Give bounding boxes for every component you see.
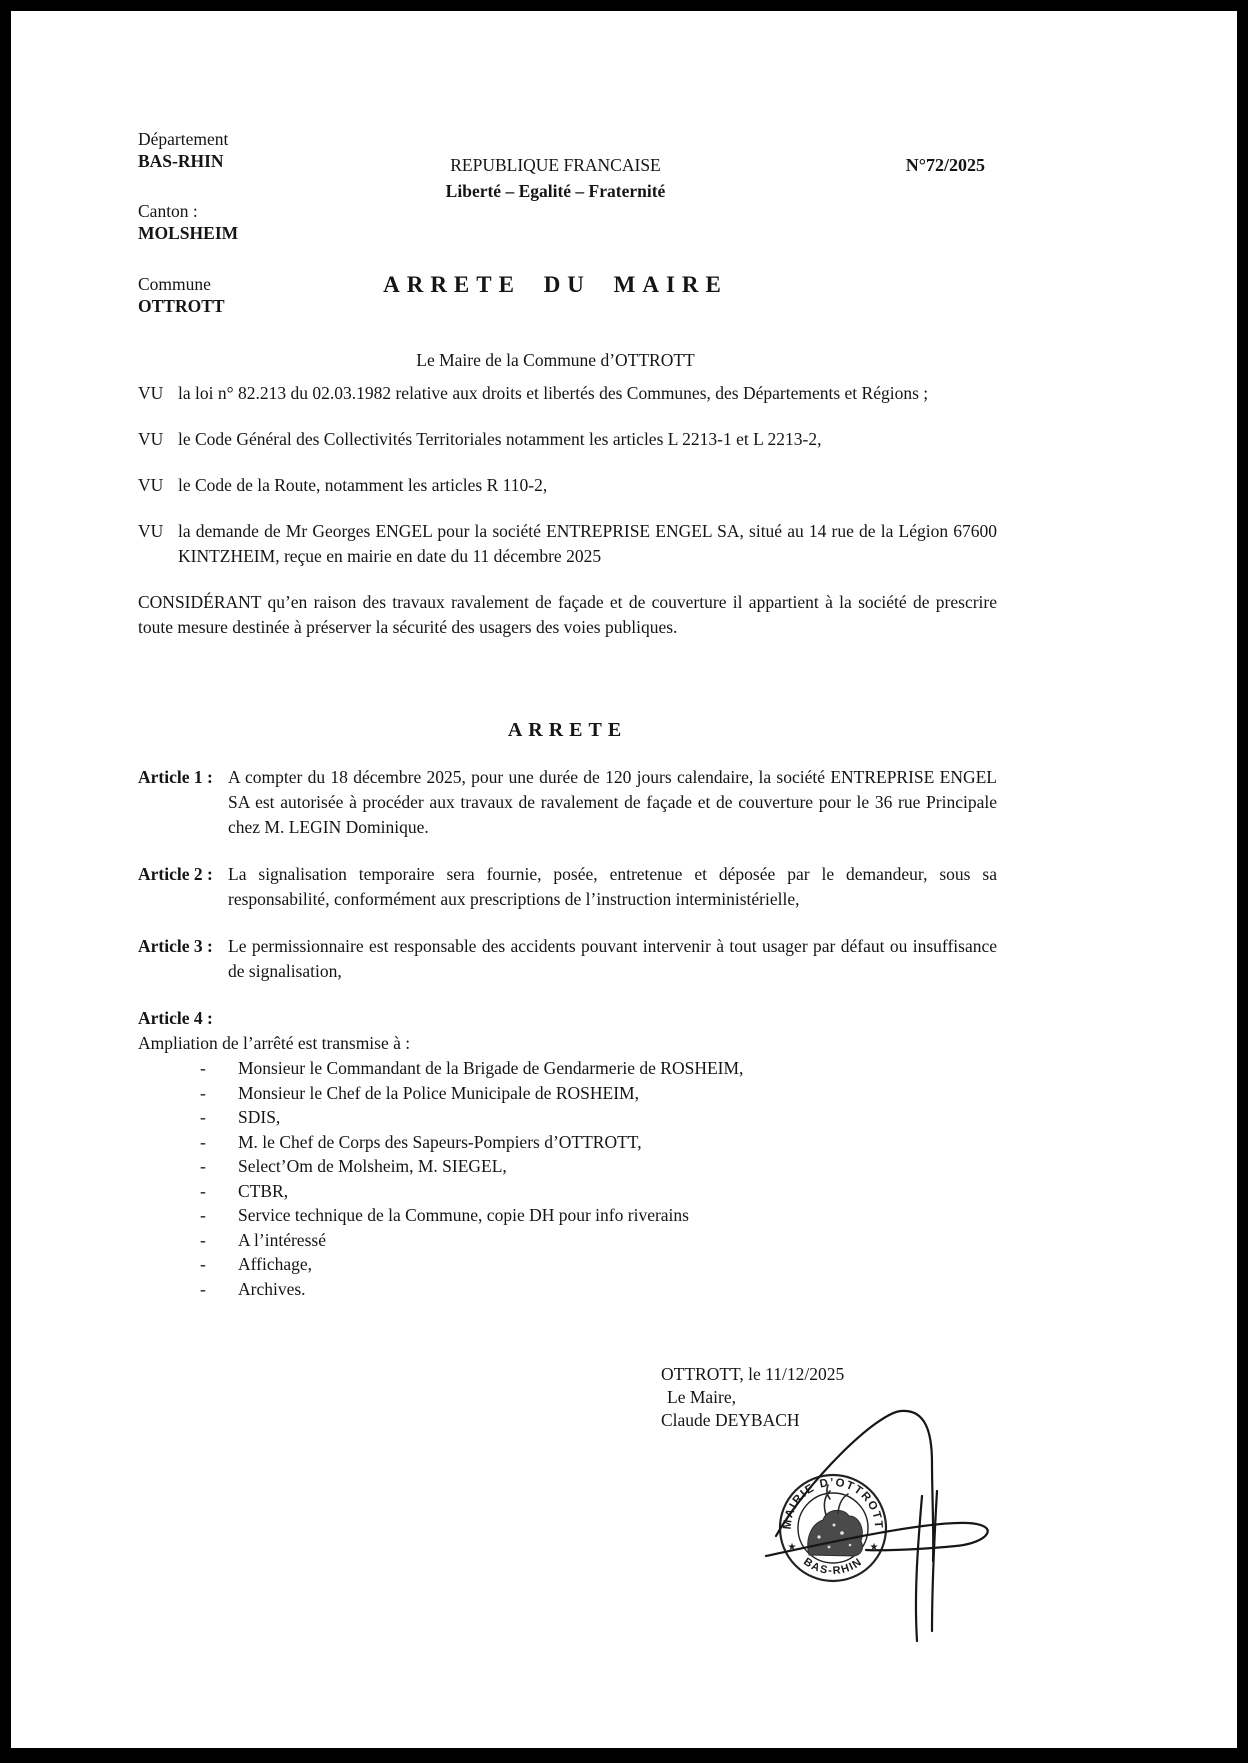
dash-bullet: - [200,1131,206,1152]
commune-value: OTTROTT [138,296,225,316]
article-1 [138,765,997,840]
vu-text: le Code de la Route, notamment les articles R 110-2, [178,475,548,495]
list-item [200,1130,997,1155]
stamp-bottom-text: BAS-RHIN [801,1555,865,1578]
svg-text:BAS-RHIN [801,1556,865,1577]
list-item [200,1154,997,1179]
dash-bullet: - [200,1058,206,1078]
dash-bullet: - [200,1082,206,1103]
page-subtitle: Le Maire de la Commune d’OTTROTT [416,350,695,370]
document-number: N°72/2025 [905,155,985,175]
list-item [200,1203,997,1228]
list-item [200,1277,997,1302]
list-item [200,1179,997,1204]
vu-text: le Code Général des Collectivités Territoriales notamment les articles L 2213-1 et L 2213-2, [178,429,822,449]
recipient-text: Monsieur le Commandant de la Brigade de Gendarmerie de ROSHEIM, [238,1058,744,1078]
stamp-and-signature [646,1403,1076,1703]
article-label: Article 2 : [138,864,213,884]
document-content [11,11,1237,1301]
signer-name: Claude DEYBACH [661,1410,800,1430]
dash-bullet: - [200,1229,206,1250]
stamp-crest-icon [808,1485,863,1556]
vu-paragraph [138,427,997,452]
recipients-list [200,1056,997,1301]
recipient-text: M. le Chef de Corps des Sapeurs-Pompiers d’OTTROTT, [238,1131,642,1152]
recipient-text: Monsieur le Chef de la Police Municipale de ROSHEIM, [238,1082,639,1103]
svg-text:MAIRIE D’OTTROTT [782,1477,884,1530]
recipient-text: CTBR, [238,1180,289,1201]
recipient-text: Affichage, [238,1254,313,1274]
article-label: Article 3 : [138,936,213,956]
vu-prefix: VU [138,475,164,495]
recipient-text: Service technique de la Commune, copie DH pour info riverains [238,1205,689,1225]
list-item [200,1252,997,1277]
signature-block [661,1363,1091,1578]
article-3 [138,934,997,984]
page-title: ARRETE DU MAIRE [383,272,728,297]
article-text: A compter du 18 décembre 2025, pour une durée de 120 jours calendaire, la société ENTREPRISE ENGEL SA est autorisée à procéder aux travaux de ravalement de façade et de couverture pour le 36 rue Principale chez M. LEGIN Dominique. [228,767,997,837]
vu-prefix: VU [138,383,164,403]
list-item [200,1228,997,1253]
recipient-text: Archives. [238,1278,306,1299]
article-2 [138,862,997,912]
dash-bullet: - [200,1278,206,1299]
article-4-label: Article 4 : [138,1008,213,1028]
vu-prefix: VU [138,521,164,541]
stamp-star-left-icon: ★ [787,1542,797,1553]
signature-scribble-icon [766,1411,988,1641]
stamp-top-text: MAIRIE D’OTTROTT [781,1476,885,1530]
article-text: La signalisation temporaire sera fournie, posée, entretenue et déposée par le demandeur, sous sa responsabilité, conformément aux prescriptions de l’instruction interministérielle, [228,864,997,909]
considerant-paragraph: CONSIDÉRANT qu’en raison des travaux ravalement de façade et de couverture il appartient à la société de prescrire toute mesure destinée à préserver la sécurité des usagers des voies publiques. [138,592,997,637]
stamp-star-right-icon: ★ [869,1542,879,1553]
list-item [200,1081,997,1106]
place-date: OTTROTT, le 11/12/2025 [661,1364,845,1384]
vu-text: la loi n° 82.213 du 02.03.1982 relative aux droits et libertés des Communes, des Départements et Régions ; [178,383,929,403]
vu-paragraph [138,381,997,406]
dash-bullet: - [200,1107,206,1127]
dash-bullet: - [200,1205,206,1225]
dash-bullet: - [200,1156,206,1176]
arrete-heading: ARRETE [507,719,628,741]
signer-role: Le Maire, [667,1387,736,1407]
list-item [200,1105,997,1130]
canton-label: Canton : [138,201,198,221]
document-header [138,111,997,381]
official-stamp-icon [780,1475,886,1581]
dash-bullet: - [200,1180,206,1201]
list-item [200,1056,997,1081]
vu-paragraph [138,473,997,498]
vu-paragraph [138,519,997,569]
article-text: Le permissionnaire est responsable des accidents pouvant intervenir à tout usager par défaut ou insuffisance de signalisation, [228,936,997,981]
stamp-signature-svg [646,1403,1076,1703]
vu-text: la demande de Mr Georges ENGEL pour la société ENTREPRISE ENGEL SA, situé au 14 rue de la Légion 67600 KINTZHEIM, reçue en mairie en date du 11 décembre 2025 [178,521,997,566]
article-label: Article 1 : [138,767,213,787]
republic-title: REPUBLIQUE FRANCAISE [450,155,661,175]
recipient-text: A l’intéressé [238,1229,326,1250]
commune-label: Commune [138,274,211,294]
canton-block [138,200,238,244]
republic-motto: Liberté – Egalité – Fraternité [445,181,666,201]
ampliation-intro: Ampliation de l’arrêté est transmise à : [138,1033,411,1053]
republic-block [126,152,985,204]
recipient-text: Select’Om de Molsheim, M. SIEGEL, [238,1156,507,1176]
department-label: Département [138,129,229,149]
recipient-text: SDIS, [238,1107,281,1127]
department-value: BAS-RHIN [138,151,224,171]
vu-prefix: VU [138,429,164,449]
dash-bullet: - [200,1254,206,1274]
canton-value: MOLSHEIM [138,223,239,243]
